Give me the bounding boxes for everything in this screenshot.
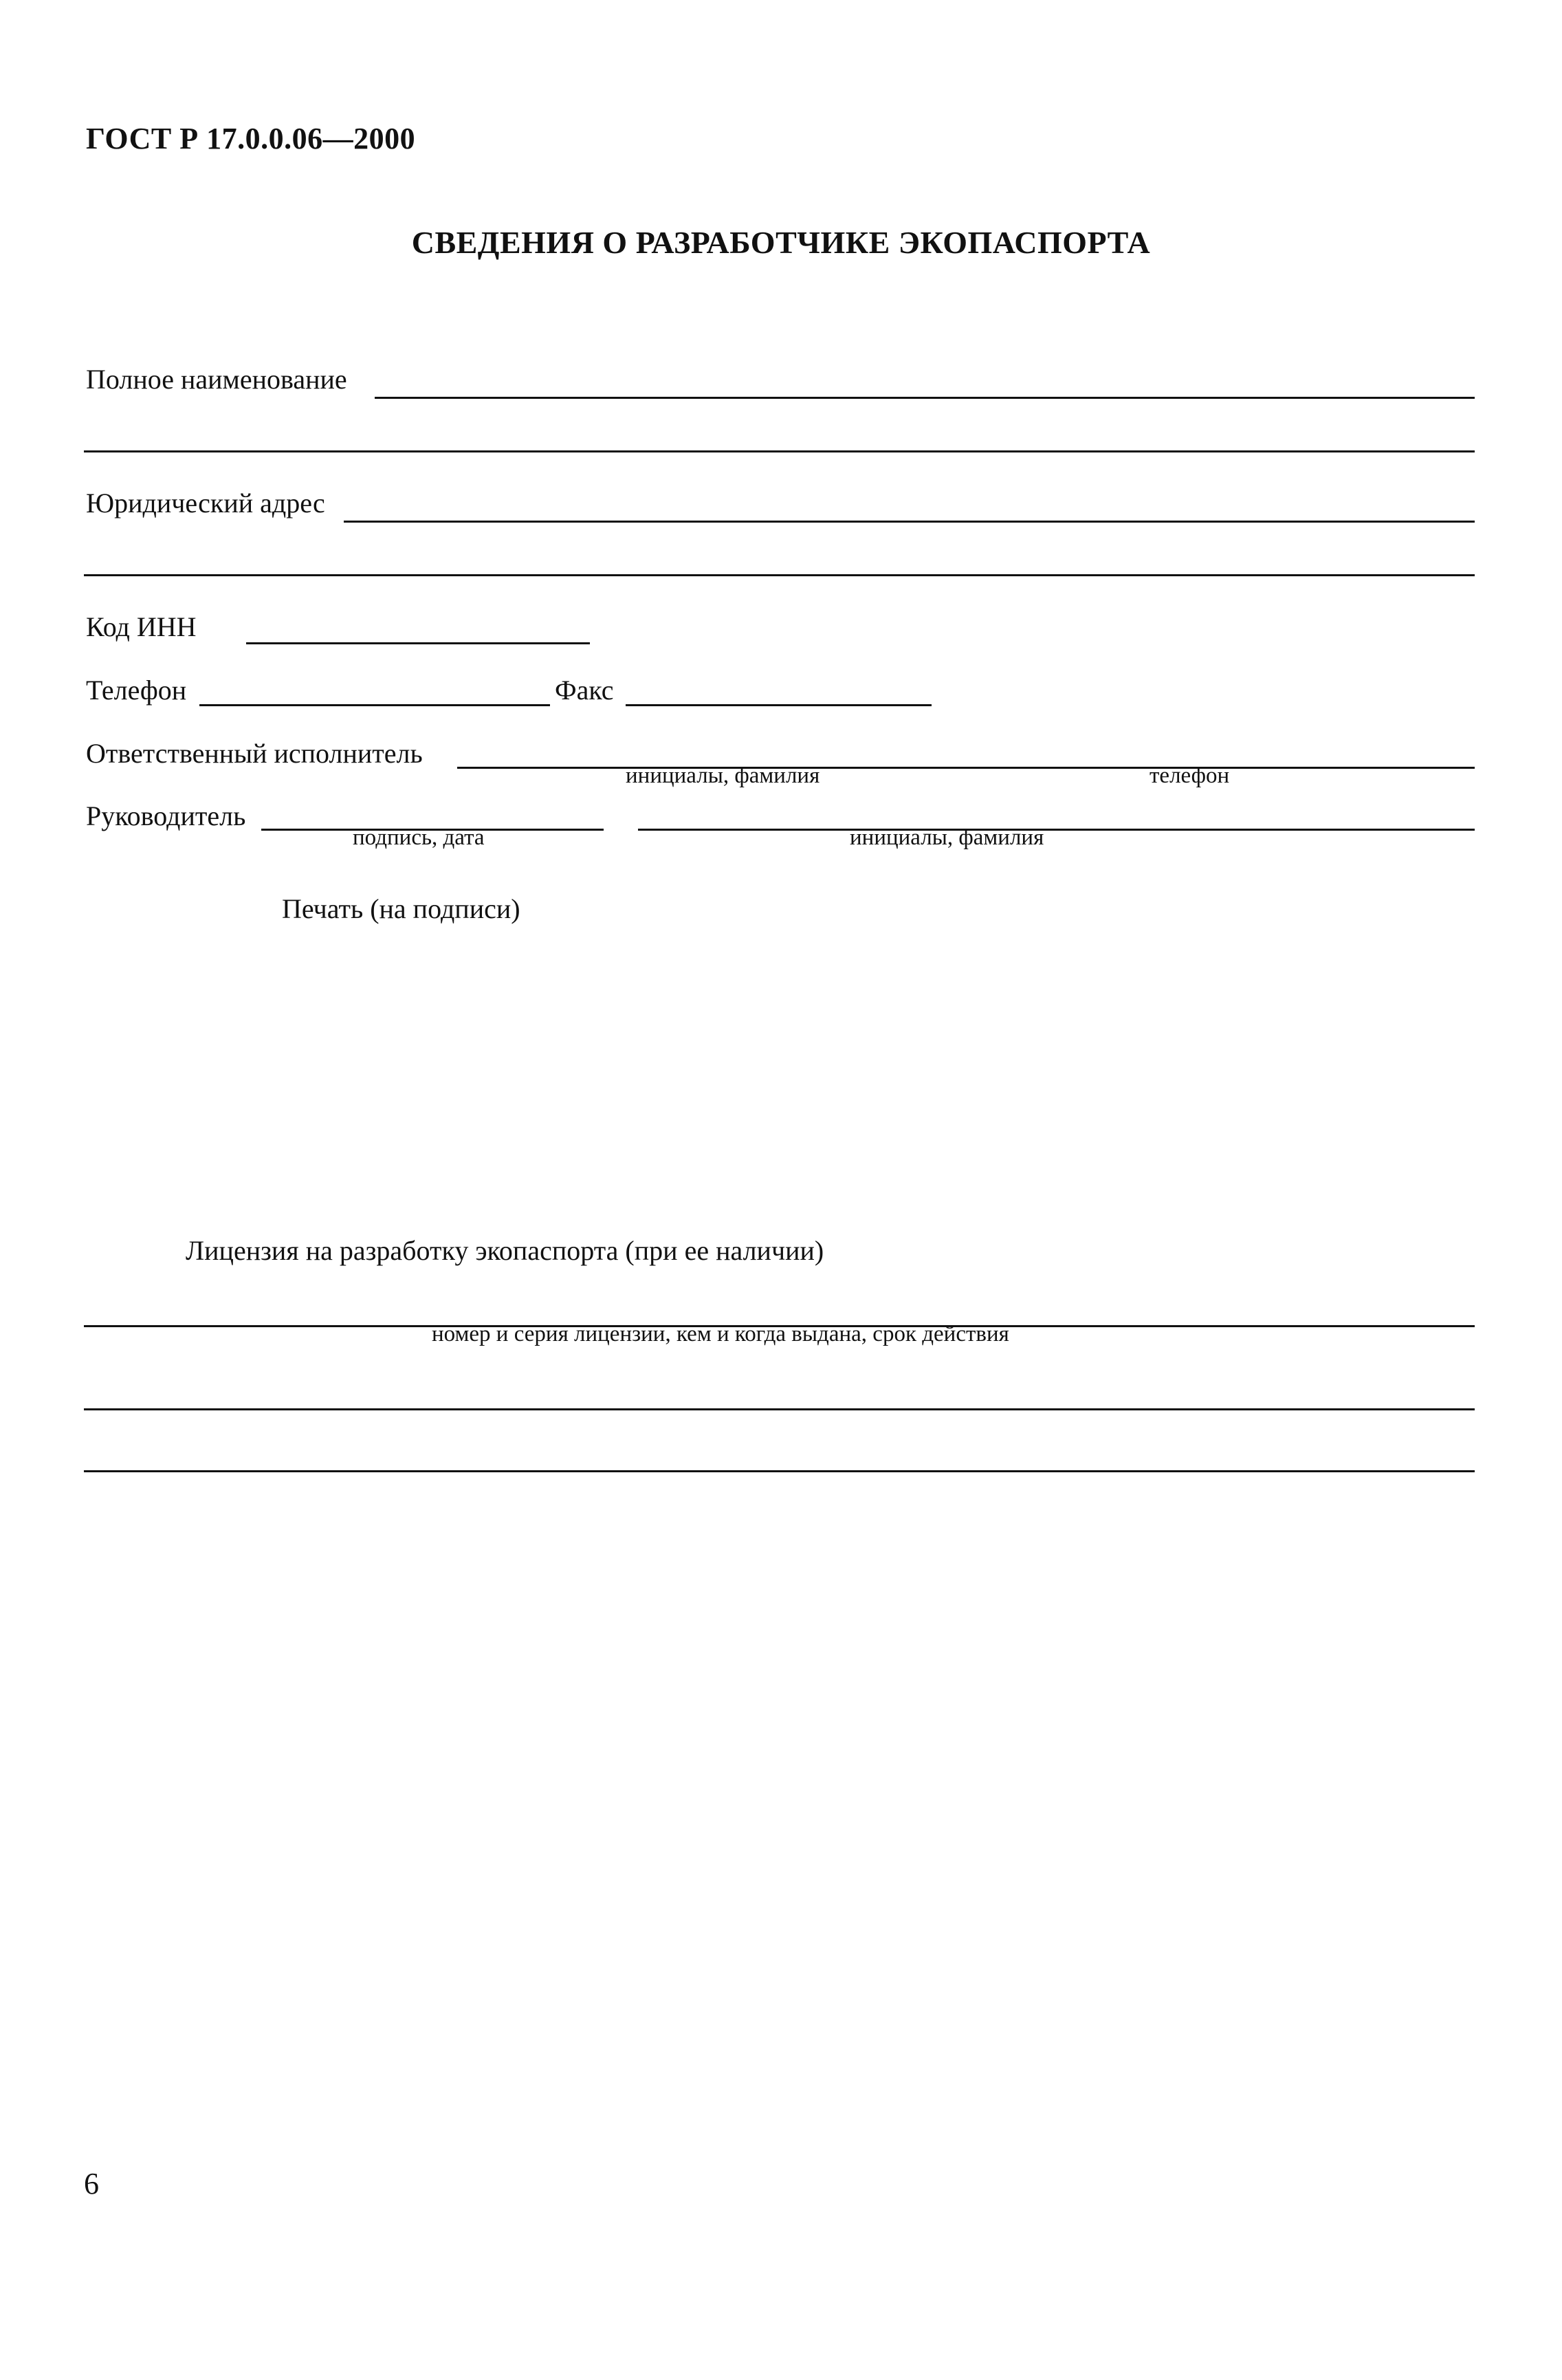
responsible-field[interactable] bbox=[457, 767, 1475, 769]
page-title: СВЕДЕНИЯ О РАЗРАБОТЧИКЕ ЭКОПАСПОРТА bbox=[411, 225, 1151, 260]
phone-label: Телефон bbox=[86, 675, 187, 706]
full-name-field[interactable] bbox=[375, 397, 1475, 399]
fax-label: Факс bbox=[555, 675, 614, 706]
full-name-label: Полное наименование bbox=[86, 364, 347, 395]
inn-field[interactable] bbox=[246, 642, 590, 644]
page-number: 6 bbox=[84, 2167, 99, 2201]
fax-field[interactable] bbox=[626, 704, 932, 706]
phone-field[interactable] bbox=[199, 704, 550, 706]
responsible-caption-phone: телефон bbox=[1150, 763, 1230, 788]
full-name-field-continuation[interactable] bbox=[84, 450, 1475, 452]
license-field-line-3[interactable] bbox=[84, 1470, 1475, 1472]
license-caption: номер и серия лицензии, кем и когда выдана, срок действия bbox=[432, 1322, 1009, 1346]
responsible-label: Ответственный исполнитель bbox=[86, 738, 423, 769]
legal-address-field-continuation[interactable] bbox=[84, 574, 1475, 576]
inn-label: Код ИНН bbox=[86, 611, 197, 642]
head-caption-signature: подпись, дата bbox=[353, 825, 485, 850]
stamp-note: Печать (на подписи) bbox=[282, 893, 520, 924]
head-name-field[interactable] bbox=[638, 829, 1475, 831]
license-field-line-2[interactable] bbox=[84, 1408, 1475, 1410]
responsible-caption-name: инициалы, фамилия bbox=[626, 763, 820, 788]
standard-header: ГОСТ Р 17.0.0.06—2000 bbox=[86, 122, 416, 155]
license-label: Лицензия на разработку экопаспорта (при ее наличии) bbox=[186, 1235, 824, 1266]
legal-address-field[interactable] bbox=[344, 521, 1475, 523]
head-label: Руководитель bbox=[86, 800, 246, 831]
legal-address-label: Юридический адрес bbox=[86, 488, 325, 518]
head-caption-name: инициалы, фамилия bbox=[850, 825, 1044, 850]
